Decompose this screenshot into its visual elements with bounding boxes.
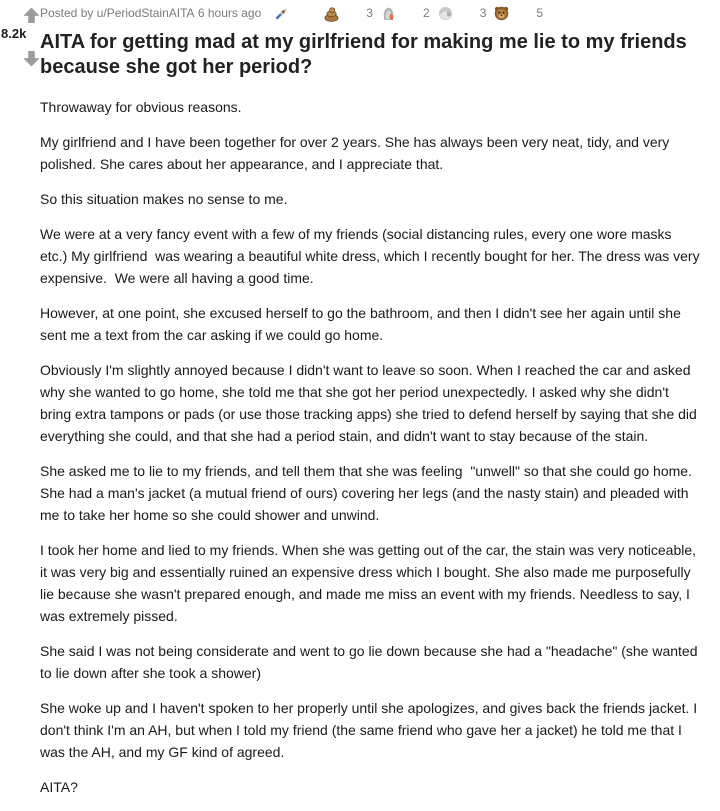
award-count: 5	[536, 6, 544, 20]
vote-column	[0, 0, 40, 200]
post-content	[40, 0, 702, 811]
post-paragraph: I took her home and lied to my friends. When she was getting out of the car, the stain was very noticeable, it was very big and essentially ruined an expensive dress which I bought. She also made me purposefully lie because she wasn't prepared enough, and made me miss an event with my friends. Needless to say, I was extremely pissed.	[40, 542, 700, 624]
post-paragraph: She said I was not being considerate and went to go lie down because she had a "headache" (she wanted to lie down after she took a shower)	[40, 643, 702, 681]
award-count: 3	[479, 6, 487, 20]
post-time: 6 hours ago	[194, 6, 262, 20]
post-meta	[40, 3, 702, 23]
post-paragraph: My girlfriend and I have been together for over 2 years. She has always been very neat, tidy, and very polished. She cares about her appearance, and I appreciate that.	[40, 134, 674, 172]
post-body	[40, 96, 702, 798]
upvote-button[interactable]	[23, 7, 40, 24]
post-title: AITA for getting mad at my girlfriend for making me lie to my friends because she got her period?	[40, 31, 687, 78]
downvote-button[interactable]	[23, 50, 40, 67]
downvote-arrow-icon	[23, 55, 40, 70]
posted-by-label: Posted by	[40, 6, 97, 20]
award-count: 3	[366, 6, 373, 20]
post-paragraph: AITA?	[40, 779, 78, 795]
award-count: 2	[422, 6, 430, 20]
post-paragraph: However, at one point, she excused herself to go the bathroom, and then I didn't see her again until she sent me a text from the car asking if we could go home.	[40, 305, 685, 343]
post-paragraph: So this situation makes no sense to me.	[40, 191, 288, 207]
vote-score: 8.2k	[1, 26, 27, 41]
post-paragraph: She asked me to lie to my friends, and tell them that she was feeling "unwell" so that she could go home. She had a man's jacket (a mutual friend of ours) covering her legs (and the nasty stain) and pleaded with me to take her home so she could shower and unwind.	[40, 463, 696, 523]
post-paragraph: Obviously I'm slightly annoyed because I didn't want to leave so soon. When I reached the car and asked why she wanted to go home, she told me that she got her period unexpectedly. I asked why she didn't bring extra tampons or pads (or use those tracking apps) she tried to defend herself by saying that she did everything she could, and that she had a period stain, and didn't want to stay because of the stain.	[40, 362, 701, 444]
post-paragraph: We were at a very fancy event with a few of my friends (social distancing rules, every one wore masks etc.) My girlfriend was wearing a beautiful white dress, which I recently bought for her. The dress was very expensive. We were all having a good time.	[40, 226, 704, 286]
author-link[interactable]: u/PeriodStainAITA	[96, 6, 195, 20]
post-paragraph: She woke up and I haven't spoken to her properly until she apologizes, and gives back the friends jacket. I don't think I'm an AH, but when I told my friend (the same friend who gave her a jacket) he told me that I was the AH, and my GF kind of agreed.	[40, 700, 702, 760]
upvote-arrow-icon	[23, 12, 40, 27]
post-paragraph: Throwaway for obvious reasons.	[40, 99, 242, 115]
